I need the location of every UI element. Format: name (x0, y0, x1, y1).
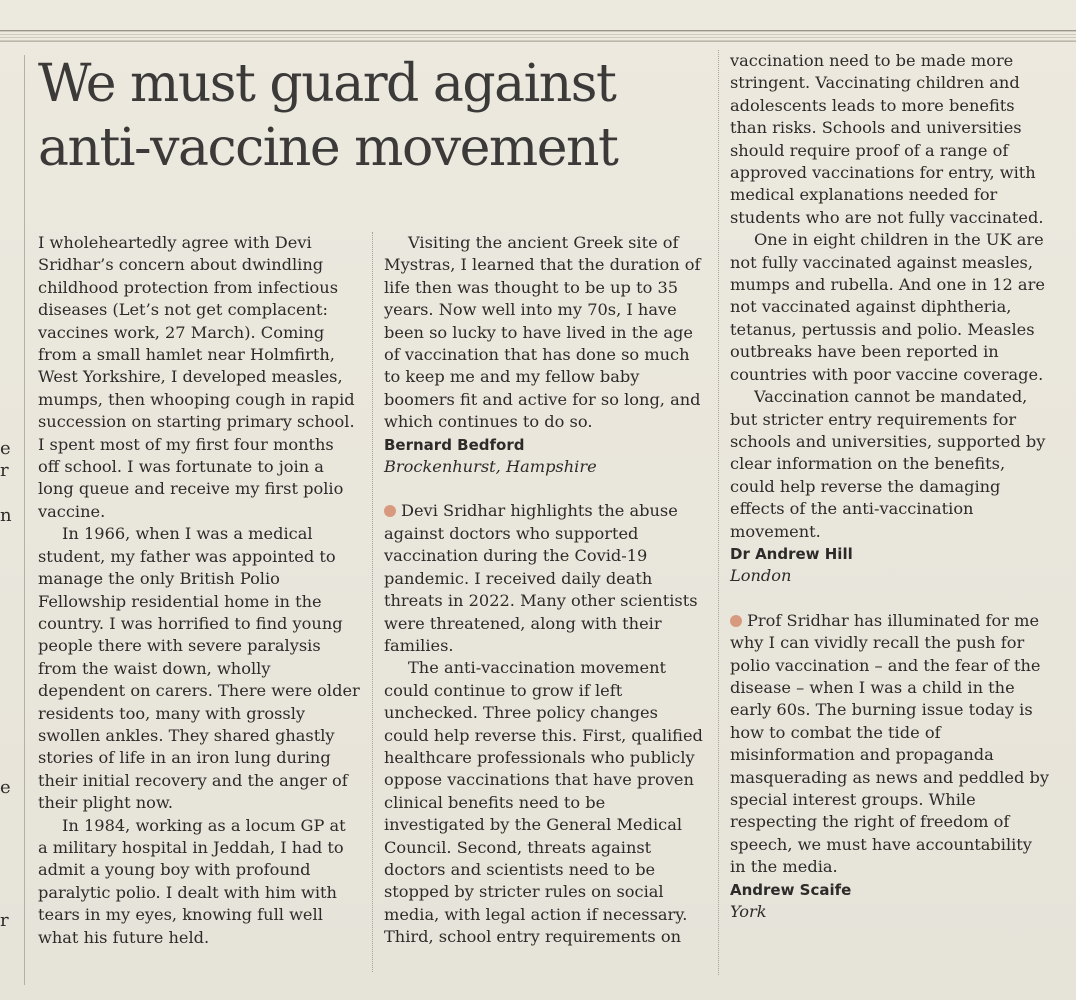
column-separator (372, 232, 373, 972)
fragment-letter: n (0, 505, 12, 526)
letter-paragraph (384, 500, 706, 657)
letter-paragraph: vaccination need to be made more stringent. Vaccinating children and adolescents leads to more benefits than risks. Schools and universities should require proof of a range of approved vaccinations for entry, with medical explanations needed for students who are not fully vaccinated. (730, 51, 1044, 227)
adjacent-column-fragments (0, 55, 14, 995)
column-rule (24, 55, 25, 985)
letter-text: Devi Sridhar highlights the abuse against doctors who supported vaccination during the Covid-19 pandemic. I received daily death threats in 2022. Many other scientists were threatened, along with their families. (384, 501, 698, 655)
column-3 (730, 50, 1050, 923)
fragment-letter: e (0, 777, 11, 798)
column-2 (384, 232, 706, 949)
signature-name: Dr Andrew Hill (730, 544, 853, 563)
signature-place: Brockenhurst, Hampshire (384, 457, 597, 477)
letter-paragraph: I wholeheartedly agree with Devi Sridhar’s concern about dwindling childhood protection from infectious diseases (Let’s not get complacent: vaccines work, 27 March). Coming from a small hamlet near Holmfirth, West Yorkshire, I developed measles, mumps, then whooping cough in rapid succession on starting primary school. I spent most of my first four months off school. I was fortunate to join a long queue and receive my first polio vaccine. (38, 233, 355, 521)
letter-paragraph: In 1984, working as a locum GP at a military hospital in Jeddah, I had to admit a young boy with profound paralytic polio. I dealt with him with tears in my eyes, knowing full well what his future held. (38, 815, 346, 947)
signature-place: York (730, 902, 767, 922)
signature-name: Andrew Scaife (730, 880, 852, 899)
signature-name: Bernard Bedford (384, 435, 525, 454)
fragment-letter: r (0, 910, 9, 931)
fragment-letter: r (0, 460, 9, 481)
letter-paragraph: Vaccination cannot be mandated, but stricter entry requirements for schools and universities, supported by clear information on the benefits, could help reverse the damaging effects of the anti-vaccination movement. (730, 387, 1046, 541)
bullet-icon (384, 505, 396, 517)
headline: We must guard against anti-vaccine movement (38, 54, 618, 178)
bullet-icon (730, 615, 742, 627)
column-separator (718, 50, 719, 975)
letter-paragraph: Visiting the ancient Greek site of Mystras, I learned that the duration of life then was thought to be up to 35 years. Now well into my 70s, I have been so lucky to have lived in the age of vaccination that has done so much to keep me and my fellow baby boomers fit and active for so long, and which continues to do so. (384, 233, 701, 432)
letter-paragraph: One in eight children in the UK are not fully vaccinated against measles, mumps and rubella. And one in 12 are not vaccinated against diphtheria, tetanus, pertussis and polio. Measles outbreaks have been reported in countries with poor vaccine coverage. (730, 230, 1045, 384)
letter-paragraph: In 1966, when I was a medical student, my father was appointed to manage the only British Polio Fellowship residential home in the country. I was horrified to find young people there with severe paralysis from the waist down, wholly dependent on carers. There were older residents too, many with grossly swollen ankles. They shared ghastly stories of life in an iron lung during their initial recovery and the anger of their plight now. (38, 524, 360, 813)
fragment-letter: e (0, 438, 11, 459)
top-rule (0, 30, 1076, 42)
letter-text: Prof Sridhar has illuminated for me why I can vividly recall the push for polio vaccination – and the fear of the disease – when I was a child in the early 60s. The burning issue today is how to combat the tide of misinformation and propaganda masquerading as news and peddled by special interest groups. While respecting the right of freedom of speech, we must have accountability in the media. (730, 610, 1049, 877)
column-1 (38, 232, 360, 949)
letter-paragraph: The anti-vaccination movement could continue to grow if left unchecked. Three policy changes could help reverse this. First, qualified healthcare professionals who publicly oppose vaccinations that have proven clinical benefits need to be investigated by the General Medical Council. Second, threats against doctors and scientists need to be stopped by stricter rules on social media, with legal action if necessary. Third, school entry requirements on (384, 658, 703, 947)
signature-place: London (730, 566, 792, 586)
letter-paragraph (730, 610, 1050, 879)
